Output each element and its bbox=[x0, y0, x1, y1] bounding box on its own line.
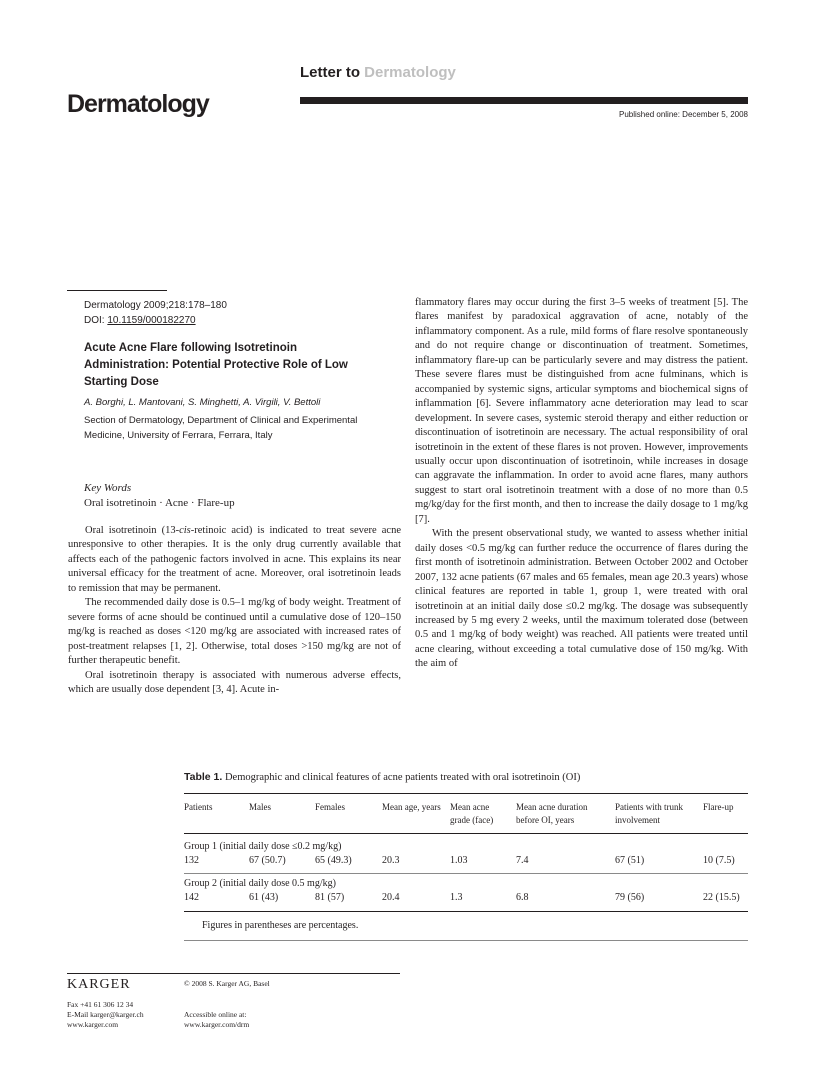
table-cell: 10 (7.5) bbox=[703, 855, 735, 866]
table-cell: 20.3 bbox=[382, 855, 400, 866]
table-bottom-rule bbox=[184, 911, 748, 912]
column-header-mean-age: Mean age, years bbox=[382, 802, 441, 812]
article-title: Acute Acne Flare following Isotretinoin Administration: Potential Protective Role of Low Starting Dose bbox=[84, 342, 348, 388]
body-paragraph: Oral isotretinoin therapy is associated with numerous adverse effects, which are usually dose dependent [3, 4]. Acute in- bbox=[68, 669, 401, 695]
table-cell: 61 (43) bbox=[249, 892, 279, 903]
column-header-acne-grade: Mean acne grade (face) bbox=[450, 802, 494, 825]
body-paragraph: With the present observational study, we wanted to assess whether initial daily doses <0.5 mg/kg can further reduce the occurrence of flares during the first month of isotretinoin administration. Between October 2002 and October 2007, 132 acne patients (67 males and 65 females, mean age 20.3 years) whose clinical features are reported in table 1, group 1, were treated with oral isotretinoin at an initial daily dose ≤0.2 mg/kg. The dosage was subsequently increased by 5 mg every 2 weeks, until the maximum tolerated dose (between 0.5 and 1 mg/kg of body weight) was reached. All patients were treated until acne clearing, without exceeding a total cumulative dose of 150 mg/kg. With the aim of bbox=[415, 528, 748, 670]
table-cell: 6.8 bbox=[516, 892, 529, 903]
table-caption bbox=[184, 771, 580, 783]
table-cell: 7.4 bbox=[516, 855, 529, 866]
publisher-fax: Fax +41 61 306 12 34 bbox=[67, 1000, 134, 1009]
body-paragraph bbox=[68, 524, 401, 596]
table-caption-label: Table 1. bbox=[184, 771, 223, 783]
published-date: Published online: December 5, 2008 bbox=[619, 110, 748, 119]
doi-label: DOI: bbox=[84, 315, 105, 326]
keywords-heading: Key Words bbox=[84, 482, 132, 494]
affiliation: Section of Dermatology, Department of Clinical and Experimental Medicine, University of Ferrara, Ferrara, Italy bbox=[84, 415, 358, 441]
online-access-link[interactable]: www.karger.com/drm bbox=[184, 1020, 250, 1029]
footer-rule bbox=[67, 973, 400, 974]
publisher-website[interactable]: www.karger.com bbox=[67, 1020, 119, 1029]
citation: Dermatology 2009;218:178–180 bbox=[84, 300, 227, 311]
body-column-left bbox=[68, 524, 401, 697]
table-cell: 132 bbox=[184, 855, 199, 866]
citation-block bbox=[84, 298, 227, 328]
column-header-patients: Patients bbox=[184, 802, 213, 812]
group-label: Group 2 (initial daily dose 0.5 mg/kg) bbox=[184, 878, 336, 889]
group-label: Group 1 (initial daily dose ≤0.2 mg/kg) bbox=[184, 841, 342, 852]
column-header-flare-up: Flare-up bbox=[703, 802, 734, 812]
body-text: -retinoic acid) is indicated to treat severe acne unresponsive to other therapies. It is the only drug currently available that affects each of the pathogenic factors involved in acne. This explains its near universal efficacy for the treatment of acne. Moreover, oral isotretinoin leads to remission that may be permanent. bbox=[68, 525, 401, 594]
body-column-right bbox=[415, 296, 748, 672]
table-top-rule bbox=[184, 793, 748, 794]
table-cell: 20.4 bbox=[382, 892, 400, 903]
letter-to-text: Letter to bbox=[300, 64, 360, 81]
table-cell: 81 (57) bbox=[315, 892, 345, 903]
column-header-males: Males bbox=[249, 802, 271, 812]
copyright: © 2008 S. Karger AG, Basel bbox=[184, 979, 270, 988]
header-bar bbox=[300, 97, 748, 104]
table-cell: 142 bbox=[184, 892, 199, 903]
table-group-rule bbox=[184, 873, 748, 874]
table-footnote-rule bbox=[184, 940, 748, 941]
authors: A. Borghi, L. Mantovani, S. Minghetti, A. Virgili, V. Bettoli bbox=[84, 397, 321, 408]
doi-line bbox=[84, 313, 227, 328]
table-caption-text: Demographic and clinical features of acne patients treated with oral isotretinoin (OI) bbox=[224, 772, 581, 783]
table-cell: 65 (49.3) bbox=[315, 855, 352, 866]
table-header-rule bbox=[184, 833, 748, 834]
table-footnote: Figures in parentheses are percentages. bbox=[202, 920, 359, 931]
table-cell: 22 (15.5) bbox=[703, 892, 740, 903]
body-paragraph: flammatory flares may occur during the first 3–5 weeks of treatment [5]. The flares manifest by paradoxical aggravation of acne, notably of the inflammatory component. As a rule, mild forms of flare resolve spontaneously and do not require change or discontinuation of treatment. Sometimes, inflammatory flare-up can be particularly severe and may distress the patient. These severe flares must be distinguished from acne fulminans, which is accompanied by systemic signs, articular symptoms and biochemical signs of inflammation [6]. Severe inflammatory acne deterioration may lead to scar development. In severe cases, systemic steroid therapy and either reduction or discontinuation of isotretinoin are necessary. The actual responsibility of oral isotretinoin in the extent of these flares is not proven. However, improvements usually occur upon discontinuation of isotretinoin, while increases in dosage can aggravate the inflammation. In order to avoid acne flares, many authors suggest to start oral isotretinoin treatment with a dose of no more than 0.5 mg/kg/day for the first month, and then to increase the daily dosage to 1 mg/kg [7]. bbox=[415, 297, 748, 525]
table-cell: 79 (56) bbox=[615, 892, 645, 903]
keywords: Oral isotretinoin · Acne · Flare-up bbox=[84, 497, 235, 509]
table-cell: 1.03 bbox=[450, 855, 468, 866]
body-text-italic: cis bbox=[179, 525, 191, 536]
publisher-email[interactable]: E-Mail karger@karger.ch bbox=[67, 1010, 144, 1019]
table-cell: 67 (51) bbox=[615, 855, 645, 866]
letter-heading bbox=[300, 64, 456, 81]
body-text: Oral isotretinoin (13- bbox=[85, 525, 180, 536]
column-header-acne-duration: Mean acne duration before OI, years bbox=[516, 802, 588, 825]
column-header-trunk: Patients with trunk involvement bbox=[615, 802, 683, 825]
publisher-logo: KARGER bbox=[67, 977, 131, 992]
table-cell: 1.3 bbox=[450, 892, 463, 903]
doi-link[interactable]: 10.1159/000182270 bbox=[107, 315, 196, 326]
online-access-label: Accessible online at: bbox=[184, 1010, 247, 1019]
journal-logo: Dermatology bbox=[67, 90, 209, 118]
column-header-females: Females bbox=[315, 802, 345, 812]
letter-journal-name: Dermatology bbox=[364, 64, 456, 81]
front-matter-rule bbox=[67, 290, 167, 291]
table-cell: 67 (50.7) bbox=[249, 855, 286, 866]
body-paragraph: The recommended daily dose is 0.5–1 mg/kg of body weight. Treatment of severe forms of acne should be continued until a cumulative dose of 120–150 mg/kg is reached as doses <120 mg/kg are associated with increased rates of post-treatment relapses [1, 2]. Otherwise, total doses >150 mg/kg are not of further therapeutic benefit. bbox=[68, 597, 401, 667]
